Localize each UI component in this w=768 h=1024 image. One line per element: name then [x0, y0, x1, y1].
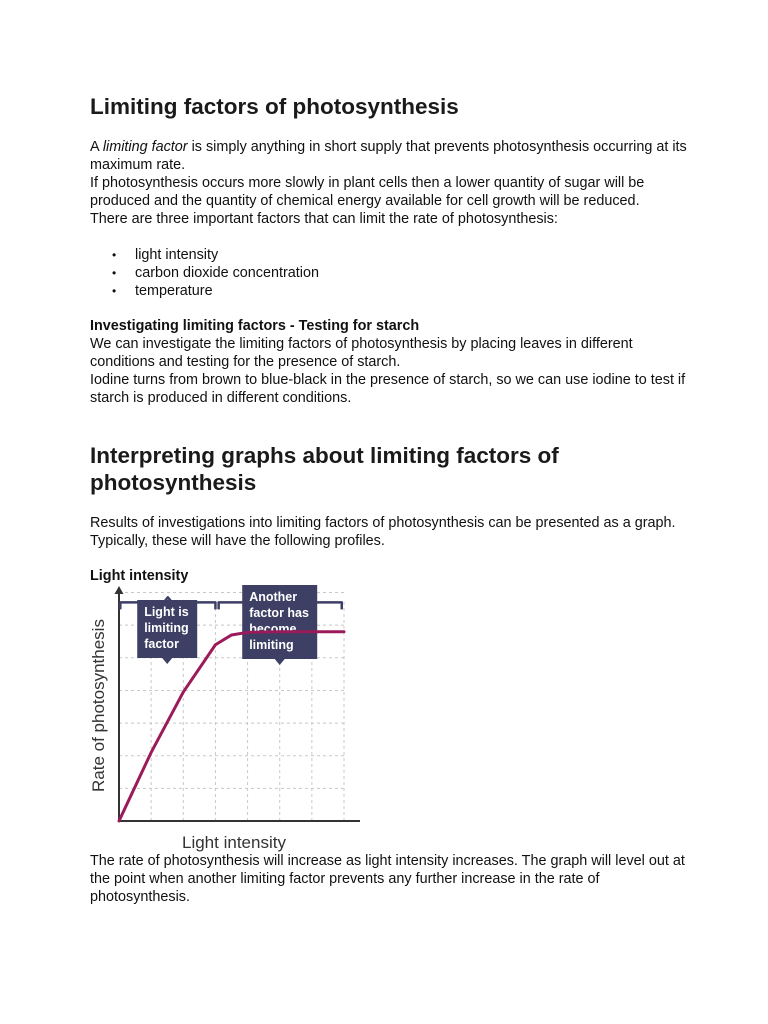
graphs-heading: Interpreting graphs about limiting factors of photosynthesis — [90, 443, 559, 495]
graphs-intro-paragraph: Results of investigations into limiting factors of photosynthesis can be presented as a graph. Typically, these will have the following profiles. — [90, 515, 676, 549]
limiting-factors-list — [90, 246, 690, 300]
callout-pointer — [162, 658, 172, 664]
callout-light-limiting — [137, 600, 197, 664]
definition-prefix: A — [90, 139, 103, 155]
callout-text-line: limiting — [249, 638, 294, 652]
starch-subheading: Investigating limiting factors - Testing for starch — [90, 318, 420, 334]
callout-text-line: Another — [249, 590, 298, 604]
three-factors-paragraph: There are three important factors that can limit the rate of photosynthesis: — [90, 211, 558, 227]
iodine-paragraph: Iodine turns from brown to blue-black in the presence of starch, so we can use iodine to test if starch is produced in different conditions. — [90, 372, 686, 406]
callout-text-line: limiting — [144, 621, 189, 635]
light-intensity-chart — [85, 580, 360, 856]
graph-explanation-paragraph: The rate of photosynthesis will increase as light intensity increases. The graph will level out at the point when another limiting factor prevents any further increase in the rate of photosynthesis. — [90, 853, 685, 905]
series-line — [119, 632, 344, 821]
graph-heading: Light intensity — [90, 568, 189, 584]
x-axis-label: Light intensity — [182, 833, 286, 852]
callout-text-line: factor — [144, 637, 179, 651]
list-item: • light intensity — [90, 246, 690, 264]
slow-photosynthesis-paragraph: If photosynthesis occurs more slowly in plant cells then a lower quantity of sugar will be produced and the quantity of chemical energy available for cell growth will be reduced. — [90, 175, 645, 209]
list-item: • temperature — [90, 282, 690, 300]
y-axis-arrow — [115, 586, 124, 594]
chart-series — [119, 632, 344, 821]
callout-text-line: factor has — [249, 606, 309, 620]
y-axis-label: Rate of photosynthesis — [89, 619, 108, 792]
callout-text-line: become — [249, 622, 297, 636]
definition-rest: is simply anything in short supply that prevents photosynthesis occurring at its maximum rate. — [90, 139, 687, 173]
callout-other-limiting — [242, 585, 317, 665]
page-title: Limiting factors of photosynthesis — [90, 94, 459, 119]
list-item: • carbon dioxide concentration — [90, 264, 690, 282]
investigate-paragraph: We can investigate the limiting factors of photosynthesis by placing leaves in different conditions and testing for the presence of starch. — [90, 336, 633, 370]
limiting-factor-term: limiting factor — [102, 139, 188, 155]
definition-paragraph — [90, 138, 690, 174]
callout-text-line: Light is — [144, 605, 189, 619]
callout-pointer — [275, 659, 285, 665]
